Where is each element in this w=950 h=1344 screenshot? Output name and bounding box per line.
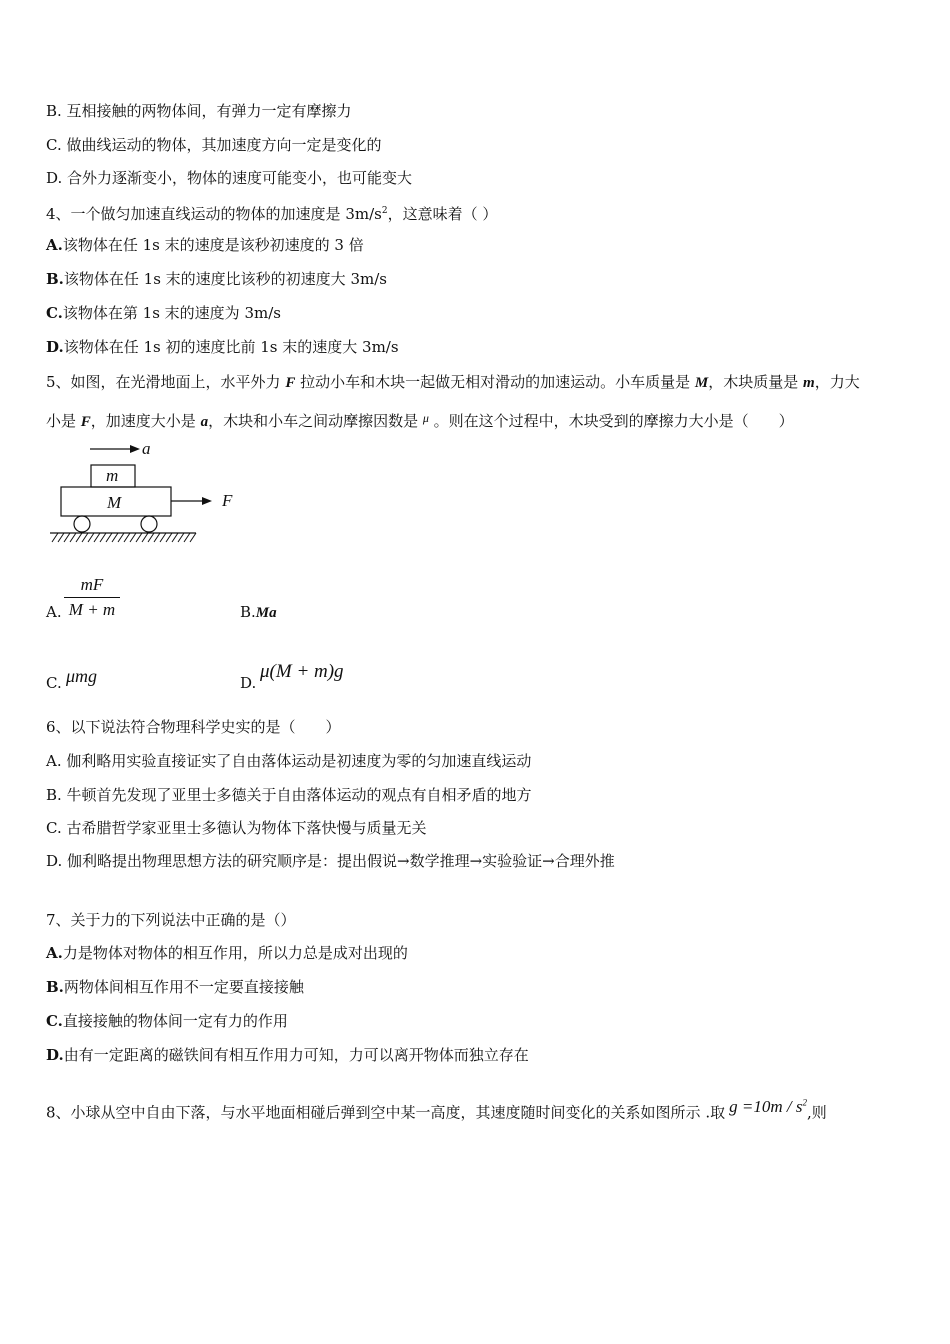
q6-option-a: A. 伽利略用实验直接证实了自由落体运动是初速度为零的匀加速直线运动 <box>46 752 532 770</box>
q5-option-c-label: C. <box>46 674 62 692</box>
label-cart-mass: M <box>107 493 122 512</box>
q4-stem: 4、一个做匀加速直线运动的物体的加速度是 $3m/s^2$，这意味着（ ） <box>46 205 498 223</box>
q5-option-a-label: A. <box>46 603 62 621</box>
label-acceleration: a <box>142 439 151 458</box>
q5-option-d-expr: μ(M + m)g <box>260 661 344 682</box>
q5-option-d-label: D. <box>240 674 257 692</box>
q6-option-d: D. 伽利略提出物理思想方法的研究顺序是：提出假说→数学推理→实验验证→合理外推 <box>46 852 615 870</box>
q5-stem-line1: 5、如图，在光滑地面上，水平外力 F 拉动小车和木块一起做无相对滑动的加速运动。小车质量是 M，木块质量是 m，力大 <box>46 373 860 391</box>
q7-option-d: D.由有一定距离的磁铁间有相互作用力可知，力可以离开物体而独立存在 <box>46 1046 529 1064</box>
q4-option-b: B.该物体在任 1s 末的速度比该秒的初速度大 3m/s <box>46 270 387 288</box>
gravity-expression: $g =10m / s^2$ <box>729 1096 807 1116</box>
q6-stem: 6、以下说法符合物理科学史实的是（ ） <box>46 718 341 736</box>
q7-option-b: B.两物体间相互作用不一定要直接接触 <box>46 978 304 996</box>
q3-option-b: B. 互相接触的两物体间，有弹力一定有摩擦力 <box>46 102 352 120</box>
q3-option-d: D. 合外力逐渐变小，物体的速度可能变小，也可能变大 <box>46 169 413 187</box>
q6-option-b: B. 牛顿首先发现了亚里士多德关于自由落体运动的观点有自相矛盾的地方 <box>46 786 532 804</box>
q5-option-c-expr: μmg <box>66 666 98 686</box>
q7-option-c: C.直接接触的物体间一定有力的作用 <box>46 1012 288 1030</box>
q7-option-a: A.力是物体对物体的相互作用，所以力总是成对出现的 <box>46 944 408 962</box>
q4-option-d: D.该物体在任 1s 初的速度比前 1s 末的速度大 3m/s <box>46 338 399 356</box>
q8-stem: 8、小球从空中自由下落，与水平地面相碰后弹到空中某一高度，其速度随时间变化的关系如图所示 .取 $g =10m / s^2$,则 <box>46 1096 827 1122</box>
cart-block-figure <box>44 434 254 550</box>
q7-stem: 7、关于力的下列说法中正确的是（） <box>46 911 296 929</box>
q5-stem-line2: 小是 F，加速度大小是 a，木块和小车之间动摩擦因数是 $^\mu$ 。则在这个过程中，木块受到的摩擦力大小是（ ） <box>46 411 794 430</box>
q5-option-b: B.Ma <box>240 603 277 621</box>
q3-option-c: C. 做曲线运动的物体，其加速度方向一定是变化的 <box>46 136 382 154</box>
q4-option-a: A.该物体在任 1s 末的速度是该秒初速度的 3 倍 <box>46 236 364 254</box>
label-block-mass: m <box>106 466 119 485</box>
label-force: F <box>222 491 233 510</box>
q4-option-c: C.该物体在第 1s 末的速度为 3m/s <box>46 304 281 322</box>
q5-option-a-fraction: mF M + m <box>64 574 120 621</box>
q6-option-c: C. 古希腊哲学家亚里士多德认为物体下落快慢与质量无关 <box>46 819 427 837</box>
